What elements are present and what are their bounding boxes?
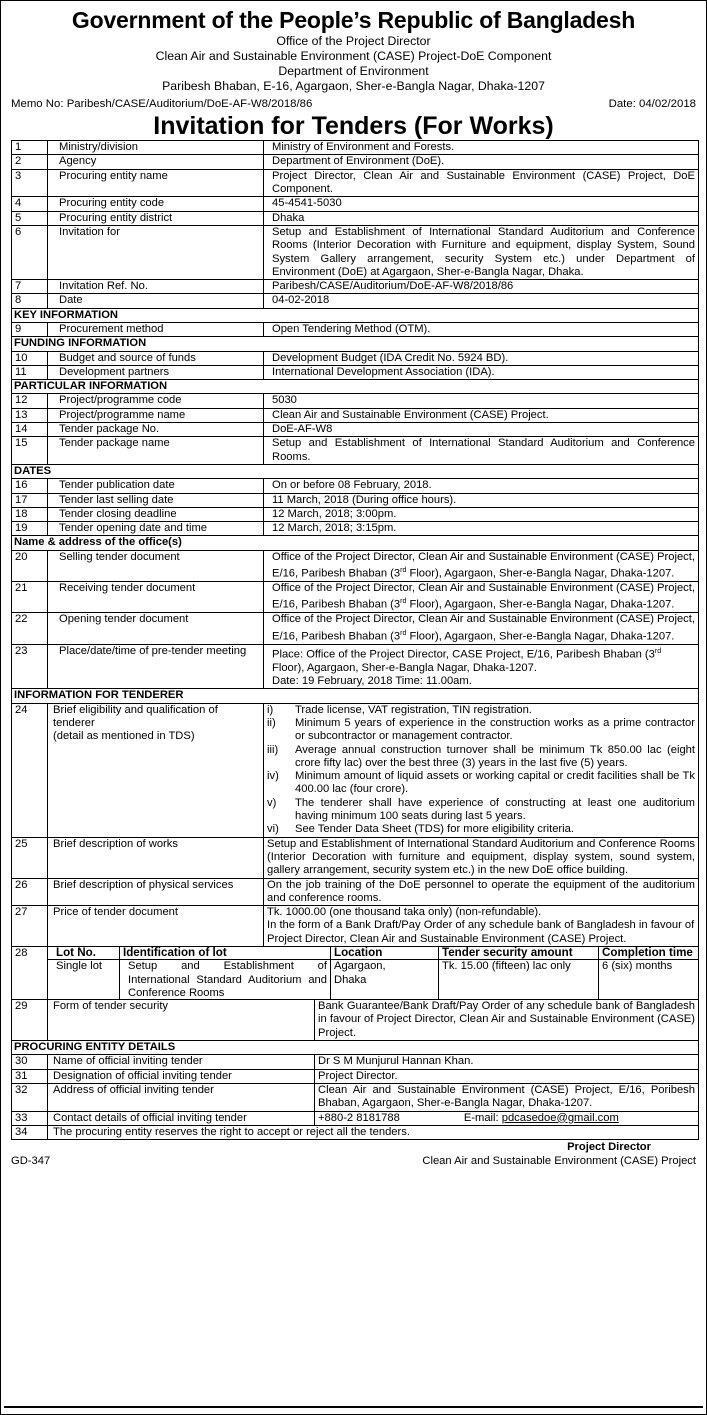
memo-number: Memo No: Paribesh/CASE/Auditorium/DoE-AF-W8/2018/86	[11, 98, 313, 110]
table-row: 31 Designation of official inviting tender Project Director.	[12, 1069, 699, 1083]
table-row: 14 Tender package No. DoE-AF-W8	[12, 423, 699, 437]
table-row: 15 Tender package name Setup and Establishment of International Standard Auditorium and Conference Rooms.	[12, 437, 699, 465]
pre-tender-meeting: Place: Office of the Project Director, CASE Project, E/16, Paribesh Bhaban (3rd Floor), Agargaon, Sher-e-Bangla Nagar, Dhaka-1207. Date: 19 February, 2018 Time: 11.00am.	[264, 644, 699, 689]
table-row: 20 Selling tender document Office of the Project Director, Clean Air and Sustainable Environment (CASE) Project, E/16, Paribesh Bhaban (3rd Floor), Agargaon, Sher-e-Bangla Nagar, Dhaka-1207.	[12, 550, 699, 581]
table-row: 5 Procuring entity district Dhaka	[12, 211, 699, 225]
signatory-project: Clean Air and Sustainable Environment (CASE) Project	[422, 1155, 696, 1168]
table-row: 2 Agency Department of Environment (DoE).	[12, 155, 699, 169]
table-row: 30 Name of official inviting tender Dr S M Munjurul Hannan Khan.	[12, 1055, 699, 1069]
table-row: 11 Development partners International Development Association (IDA).	[12, 365, 699, 379]
tender-table	[11, 140, 699, 1140]
signatory-designation: Project Director	[567, 1141, 651, 1154]
table-row: 21 Receiving tender document Office of the Project Director, Clean Air and Sustainable Environment (CASE) Project, E/16, Paribesh Bhaban (3rd Floor), Agargaon, Sher-e-Bangla Nagar, Dhaka-1207.	[12, 582, 699, 613]
list-item: iii) Average annual construction turnover shall be minimum Tk 850.00 lac (eight crore fifty lac) over the best three (3) years in the last five (5) years.	[267, 743, 695, 769]
table-row: 13 Project/programme name Clean Air and Sustainable Environment (CASE) Project.	[12, 408, 699, 422]
list-item: vi) See Tender Data Sheet (TDS) for more eligibility criteria.	[267, 823, 574, 836]
lot-no-header: Lot No.	[48, 946, 120, 960]
table-row: 24 Brief eligibility and qualification of tenderer (detail as mentioned in TDS) i) Trade license, VAT registration, TIN registration. ii) Minimum 5 years of experience in the construction works as a prime contractor or subcontractor or management contractor. iii) Average annual construction turnover shall be minimum Tk 850.00 lac (eight crore fifty lac) over the best three (3) years in the last five (5) years. iv) Minimum amount of liquid assets or working capital or credit facilities shall be Tk 400.00 lac (four crore). v) The tenderer shall have experience of constructing at least one auditorium having minimum 100 seats during last 5 years. vi) See Tender Data Sheet (TDS) for more eligibility criteria.	[12, 703, 699, 837]
table-row: 17 Tender last selling date 11 March, 2018 (During office hours).	[12, 493, 699, 507]
table-row: 16 Tender publication date On or before 08 February, 2018.	[12, 479, 699, 493]
table-row: 29 Form of tender security Bank Guarantee/Bank Draft/Pay Order of any schedule bank of Bangladesh in favour of Project Director, Clean Air and Sustainable Environment (CASE) Project.	[12, 1000, 699, 1041]
office-address: Office of the Project Director, Clean Air and Sustainable Environment (CASE) Project, E/16, Paribesh Bhaban (3rd Floor), Agargaon, Sher-e-Bangla Nagar, Dhaka-1207.	[264, 582, 699, 613]
memo-date: Date: 04/02/2018	[608, 98, 696, 110]
table-row: 1 Ministry/division Ministry of Environment and Forests.	[12, 141, 699, 155]
office-address: Office of the Project Director, Clean Air and Sustainable Environment (CASE) Project, E/16, Paribesh Bhaban (3rd Floor), Agargaon, Sher-e-Bangla Nagar, Dhaka-1207.	[264, 550, 699, 581]
list-item: ii) Minimum 5 years of experience in the construction works as a prime contractor or subcontractor or management contractor.	[267, 716, 695, 743]
contact-details: +880-2 8181788 E-mail: pdcasedoe@gmail.com	[315, 1111, 699, 1125]
table-row: 12 Project/programme code 5030	[12, 394, 699, 408]
document-title: Invitation for Tenders (For Works)	[153, 112, 554, 141]
list-item: iv) Minimum amount of liquid assets or working capital or credit facilities shall be Tk 400.00 lac (four crore).	[267, 770, 695, 796]
table-row: 22 Opening tender document Office of the Project Director, Clean Air and Sustainable Environment (CASE) Project, E/16, Paribesh Bhaban (3rd Floor), Agargaon, Sher-e-Bangla Nagar, Dhaka-1207.	[12, 613, 699, 644]
signature-block	[11, 1141, 696, 1169]
section-header: INFORMATION FOR TENDERER	[12, 689, 699, 703]
table-row: 19 Tender opening date and time 12 March, 2018; 3:15pm.	[12, 522, 699, 536]
section-header: DATES	[12, 464, 699, 478]
section-header: PROCURING ENTITY DETAILS	[12, 1041, 699, 1055]
section-header: Name & address of the office(s)	[12, 536, 699, 550]
section-header: PARTICULAR INFORMATION	[12, 380, 699, 394]
table-row: 25 Brief description of works Setup and Establishment of International Standard Auditorium and Conference Rooms (Interior Decoration with furniture and equipment, display system, sound system, gallery arrangement, security system etc.) in the new DoE office building.	[12, 837, 699, 878]
table-row: 33 Contact details of official inviting tender +880-2 8181788 E-mail: pdcasedoe@gmail.com	[12, 1111, 699, 1125]
table-row: 26 Brief description of physical services On the job training of the DoE personnel to operate the equipment of the auditorium and conference rooms.	[12, 878, 699, 906]
gd-code: GD-347	[11, 1155, 51, 1168]
office-address: Office of the Project Director, Clean Air and Sustainable Environment (CASE) Project, E/16, Paribesh Bhaban (3rd Floor), Agargaon, Sher-e-Bangla Nagar, Dhaka-1207.	[264, 613, 699, 644]
department-line: Department of Environment	[278, 64, 429, 78]
contact-email[interactable]: pdcasedoe@gmail.com	[501, 1111, 619, 1124]
location-header: Location	[331, 946, 439, 960]
project-line: Clean Air and Sustainable Environment (CASE) Project-DoE Component	[155, 49, 552, 63]
table-row: 3 Procuring entity name Project Director, Clean Air and Sustainable Environment (CASE) Project, DoE Component.	[12, 169, 699, 197]
table-row: 6 Invitation for Setup and Establishment of International Standard Auditorium and Conference Rooms (Interior Decoration with Furniture and equipment, display System, Sound System Gallery arrangement, security System etc.) under Department of Environment (DoE) at Agargaon, Sher-e-Bangla Nagar, Dhaka.	[12, 225, 699, 279]
government-title: Government of the People’s Republic of Bangladesh	[71, 7, 636, 33]
section-header: KEY INFORMATION	[12, 308, 699, 322]
section-header: FUNDING INFORMATION	[12, 337, 699, 351]
table-row: 28 Lot No. Identification of lot Location Tender security amount Completion time Single lot Setup and Establishment of International Standard Auditorium and Conference Rooms Agargaon, Dhaka Tk. 15.00 (fifteen) lac only 6 (six) months	[12, 947, 699, 1000]
security-amount-header: Tender security amount	[439, 946, 599, 960]
table-row: 27 Price of tender document Tk. 1000.00 (one thousand taka only) (non-refundable). In the form of a Bank Draft/Pay Order of any schedule bank of Bangladesh in favour of Project Director, Clean Air and Sustainable Environment (CASE) Project.	[12, 906, 699, 947]
lot-details: Lot No. Identification of lot Location Tender security amount Completion time Single lot Setup and Establishment of International Standard Auditorium and Conference Rooms Agargaon, Dhaka Tk. 15.00 (fifteen) lac only 6 (six) months	[48, 947, 699, 1000]
address-line: Paribesh Bhaban, E-16, Agargaon, Sher-e-Bangla Nagar, Dhaka-1207	[162, 79, 545, 93]
table-row: 32 Address of official inviting tender Clean Air and Sustainable Environment (CASE) Project, E/16, Poribesh Bhaban, Agargaon, Sher-e-Bangla Nagar, Dhaka-1207.	[12, 1083, 699, 1111]
completion-time-header: Completion time	[599, 946, 699, 960]
list-item: i) Trade license, VAT registration, TIN registration.	[267, 703, 532, 716]
table-row: 23 Place/date/time of pre-tender meeting Place: Office of the Project Director, CASE Project, E/16, Paribesh Bhaban (3rd Floor), Agargaon, Sher-e-Bangla Nagar, Dhaka-1207. Date: 19 February, 2018 Time: 11.00am.	[12, 644, 699, 689]
table-row: 7 Invitation Ref. No. Paribesh/CASE/Auditorium/DoE-AF-W8/2018/86	[12, 280, 699, 294]
office-line: Office of the Project Director	[276, 34, 431, 48]
table-row: 10 Budget and source of funds Development Budget (IDA Credit No. 5924 BD).	[12, 351, 699, 365]
contact-phone: +880-2 8181788	[318, 1111, 400, 1124]
memo-row	[11, 97, 696, 111]
table-row: 4 Procuring entity code 45-4541-5030	[12, 197, 699, 211]
table-row: 8 Date 04-02-2018	[12, 294, 699, 308]
eligibility-list	[264, 703, 699, 837]
table-row: 9 Procurement method Open Tendering Method (OTM).	[12, 323, 699, 337]
table-row: 18 Tender closing deadline 12 March, 2018; 3:00pm.	[12, 507, 699, 521]
identification-header: Identification of lot	[120, 946, 331, 960]
list-item: v) The tenderer shall have experience of constructing at least one auditorium having minimum 100 seats during last 5 years.	[267, 796, 695, 823]
bottom-divider	[4, 1406, 703, 1408]
table-row: 34 The procuring entity reserves the right to accept or reject all the tenders.	[12, 1125, 699, 1139]
tender-document-price: Tk. 1000.00 (one thousand taka only) (non-refundable). In the form of a Bank Draft/Pay Order of any schedule bank of Bangladesh in favour of Project Director, Clean Air and Sustainable Environment (CASE) Project.	[264, 906, 699, 947]
